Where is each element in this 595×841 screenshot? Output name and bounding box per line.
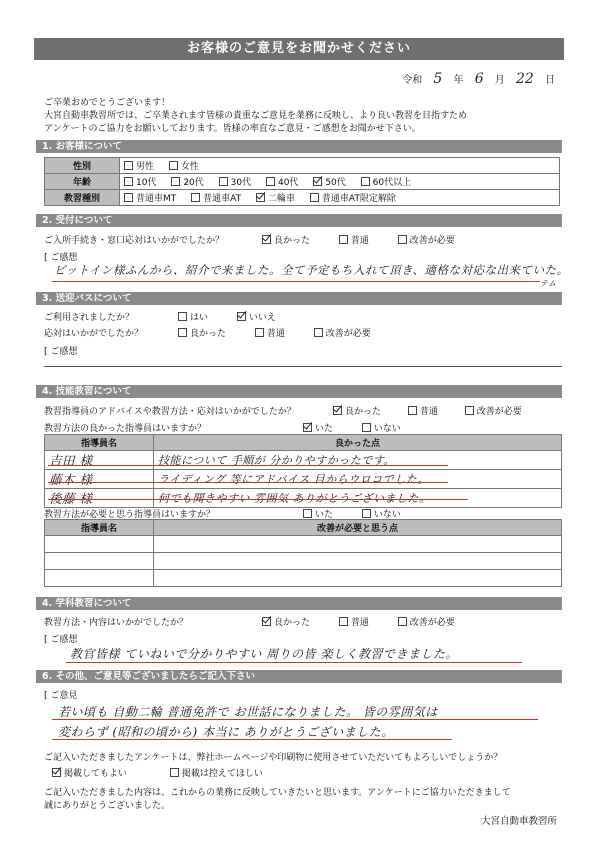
- checkbox[interactable]: [266, 177, 275, 186]
- option-allow[interactable]: 掲載してもよい: [52, 766, 127, 779]
- option-normal[interactable]: 普通: [408, 404, 438, 417]
- option-mt[interactable]: 普通車MT: [124, 191, 176, 204]
- option-50s[interactable]: 50代: [313, 175, 345, 188]
- section-heading-other: 6. その他、ご意見等ございましたらご記入下さい: [36, 670, 562, 683]
- underline-red: [52, 281, 540, 282]
- company-name: 大宮自動車教習所: [480, 816, 557, 827]
- option-no[interactable]: いない: [362, 507, 401, 520]
- instructor-name[interactable]: 吉田 様: [45, 451, 154, 470]
- col-header-name: 指導員名: [45, 520, 154, 536]
- intro-line: 大宮自動車教習所では、ご卒業されます皆様の貴重なご意見を業務に反映し、より良い教習を目指すため: [44, 111, 468, 121]
- option-good[interactable]: 良かった: [333, 404, 381, 417]
- option-normal[interactable]: 普通: [339, 233, 369, 246]
- empty-cell[interactable]: [154, 536, 562, 553]
- section-heading-reception: 2. 受付について: [36, 214, 562, 227]
- date-year[interactable]: 5: [433, 71, 443, 87]
- skills-q1-options: [333, 404, 534, 417]
- row-label-gender: 性別: [45, 158, 120, 174]
- bus-q2-options: [178, 326, 383, 339]
- option-10s[interactable]: 10代: [124, 175, 156, 188]
- checkbox-checked[interactable]: [333, 406, 342, 415]
- checkbox[interactable]: [465, 406, 474, 415]
- option-20s[interactable]: 20代: [171, 175, 203, 188]
- instructor-point[interactable]: ライディング 等にアドバイス 目からウロコでした。: [154, 470, 562, 489]
- reception-comment[interactable]: ピットイン様ふんから、紹介で来ました。全て予定もち入れて頂き、適格な対応な出来ていた。: [54, 263, 569, 277]
- option-male[interactable]: 男性: [124, 159, 154, 172]
- option-improve[interactable]: 改善が必要: [398, 233, 455, 246]
- intro-text: [44, 97, 564, 136]
- option-no[interactable]: いない: [362, 421, 401, 434]
- underline-red: [66, 662, 522, 663]
- checkbox[interactable]: [303, 509, 312, 518]
- consent-options: [52, 766, 275, 779]
- lectures-options: [262, 615, 467, 628]
- underline-red: [48, 499, 468, 500]
- checkbox[interactable]: [362, 509, 371, 518]
- instructor-name[interactable]: 後藤 様: [45, 489, 154, 508]
- checkbox[interactable]: [398, 617, 407, 626]
- table-row: [45, 451, 562, 470]
- instructor-point[interactable]: 何でも聞きやすい 雰囲気 ありがとうございました。: [154, 489, 562, 508]
- date-day-label: 日: [545, 75, 555, 86]
- table-row: [45, 158, 560, 174]
- bus-q1-options: [178, 310, 288, 323]
- date-month-label: 月: [494, 75, 505, 86]
- option-female[interactable]: 女性: [169, 159, 199, 172]
- row-label-age: 年齢: [45, 174, 120, 190]
- table-row: [45, 489, 562, 508]
- closing-text: [44, 787, 511, 813]
- option-at-release[interactable]: 普通車AT限定解除: [310, 191, 396, 204]
- section-heading-skills: 4. 技能教習について: [36, 385, 562, 398]
- underline-red: [52, 719, 538, 720]
- checkbox-checked[interactable]: [256, 193, 265, 202]
- checkbox-checked[interactable]: [303, 423, 312, 432]
- section-heading-customer: 1. お客様について: [36, 140, 562, 153]
- date-month[interactable]: 6: [474, 71, 484, 87]
- empty-cell[interactable]: [45, 553, 154, 570]
- table-row: [45, 190, 560, 206]
- skills-q3: 教習方法が必要と思う指導員はいますか？: [44, 510, 216, 520]
- option-normal[interactable]: 普通: [255, 326, 285, 339]
- table-row: [45, 570, 562, 587]
- checkbox[interactable]: [124, 177, 133, 186]
- lectures-comment[interactable]: 教官皆様 ていねいで分かりやすい 周りの皆 楽しく教習できました。: [70, 647, 458, 661]
- instructor-point[interactable]: 技能について 手順が 分かりやすかったです。: [154, 451, 562, 470]
- section-heading-bus: 3. 送迎バスについて: [36, 292, 562, 305]
- option-30s[interactable]: 30代: [219, 175, 251, 188]
- closing-line: 誠にありがとうございました。: [44, 801, 171, 811]
- improve-instructors-table: [44, 519, 562, 587]
- checkbox[interactable]: [362, 423, 371, 432]
- checkbox[interactable]: [255, 328, 264, 337]
- intro-line: ご卒業おめでとうございます！: [44, 98, 171, 108]
- option-no[interactable]: いいえ: [237, 310, 276, 323]
- underline-red: [52, 739, 452, 740]
- closing-line: ご記入いただきました内容は、これからの業務に反映していきたいと思います。アンケートにご協力いただきまして: [44, 788, 511, 798]
- date-line: [402, 71, 555, 87]
- table-row: [45, 470, 562, 489]
- option-decline[interactable]: 掲載は控えてほしい: [170, 766, 263, 779]
- checkbox-checked[interactable]: [52, 768, 61, 777]
- option-40s[interactable]: 40代: [266, 175, 298, 188]
- course-options: [120, 190, 560, 206]
- col-header-name: 指導員名: [45, 435, 154, 451]
- lectures-question: 教習方法・内容はいかがでしたか？: [44, 618, 189, 628]
- reception-comment-label: [ ご感想: [44, 253, 78, 263]
- table-header-row: [45, 435, 562, 451]
- skills-q1: 教習指導員のアドバイスや教習方法・応対はいかがでしたか？: [44, 407, 296, 417]
- checkbox-checked[interactable]: [237, 312, 246, 321]
- date-day[interactable]: 22: [515, 71, 534, 87]
- empty-cell[interactable]: [154, 553, 562, 570]
- checkbox[interactable]: [339, 235, 348, 244]
- table-row: [45, 174, 560, 190]
- checkbox[interactable]: [178, 328, 187, 337]
- option-improve[interactable]: 改善が必要: [314, 326, 371, 339]
- option-normal[interactable]: 普通: [339, 615, 369, 628]
- intro-line: アンケートのご協力をお願いしております。皆様の率直なご意見・ご感想をお聞かせ下さい。: [44, 124, 421, 134]
- checkbox[interactable]: [191, 193, 200, 202]
- comment-line: [44, 366, 562, 367]
- option-good[interactable]: 良かった: [262, 615, 310, 628]
- reception-comment-tail: テム: [540, 279, 557, 288]
- underline-red: [48, 482, 448, 483]
- checkbox[interactable]: [339, 617, 348, 626]
- other-comment-line[interactable]: 変わらず (昭和の頃から) 本当に ありがとうございました。: [58, 725, 394, 739]
- table-row: [45, 553, 562, 570]
- checkbox[interactable]: [361, 177, 370, 186]
- checkbox[interactable]: [171, 177, 180, 186]
- col-header-point: 良かった点: [154, 435, 562, 451]
- option-good[interactable]: 良かった: [262, 233, 310, 246]
- skills-q2: 教習方法の良かった指導員はいますか？: [44, 424, 207, 434]
- skills-q2-options: [303, 421, 413, 434]
- checkbox[interactable]: [219, 177, 228, 186]
- age-options: [120, 174, 560, 190]
- checkbox[interactable]: [169, 161, 178, 170]
- empty-cell[interactable]: [45, 536, 154, 553]
- underline-red: [48, 465, 448, 466]
- checkbox[interactable]: [178, 312, 187, 321]
- option-improve[interactable]: 改善が必要: [465, 404, 522, 417]
- consent-question: ご記入いただきましたアンケートは、弊社ホームページや印刷物に使用させていただいてもよろしいでしょうか？: [44, 753, 503, 763]
- date-year-label: 年: [453, 75, 464, 86]
- table-row: [45, 536, 562, 553]
- reception-question: ご入所手続き・窓口応対はいかがでしたか？: [44, 236, 225, 246]
- option-good[interactable]: 良かった: [178, 326, 226, 339]
- empty-cell[interactable]: [154, 570, 562, 587]
- checkbox-checked[interactable]: [262, 617, 271, 626]
- gender-options: [120, 158, 560, 174]
- row-label-course: 教習種別: [45, 190, 120, 206]
- section-heading-lectures: 4. 学科教習について: [36, 597, 562, 610]
- checkbox[interactable]: [124, 193, 133, 202]
- bus-q1: ご利用されましたか？: [44, 313, 135, 323]
- checkbox-checked[interactable]: [313, 177, 322, 186]
- bus-q2: 応対はいかがでしたか？: [44, 329, 144, 339]
- bus-comment-label: [ ご感想: [44, 347, 78, 357]
- option-yes[interactable]: いた: [303, 507, 333, 520]
- option-at[interactable]: 普通車AT: [191, 191, 241, 204]
- col-header-point: 改善が必要と思う点: [154, 520, 562, 536]
- empty-cell[interactable]: [45, 570, 154, 587]
- option-yes[interactable]: いた: [303, 421, 333, 434]
- checkbox[interactable]: [408, 406, 417, 415]
- option-60s-plus[interactable]: 60代以上: [361, 175, 411, 188]
- checkbox[interactable]: [314, 328, 323, 337]
- option-improve[interactable]: 改善が必要: [398, 615, 455, 628]
- table-header-row: [45, 520, 562, 536]
- checkbox[interactable]: [310, 193, 319, 202]
- reception-options: [262, 233, 467, 246]
- option-motorcycle[interactable]: 二輪車: [256, 191, 295, 204]
- other-comment-line[interactable]: 若い頃も 自動二輪 普通免許で お世話になりました。 皆の雰囲気は: [58, 705, 438, 719]
- instructor-name[interactable]: 藤木 様: [45, 470, 154, 489]
- checkbox-checked[interactable]: [262, 235, 271, 244]
- form-title: お客様のご意見をお聞かせください: [34, 38, 564, 60]
- checkbox[interactable]: [124, 161, 133, 170]
- checkbox[interactable]: [398, 235, 407, 244]
- lectures-comment-label: [ ご感想: [44, 635, 78, 645]
- date-era: 令和: [402, 75, 423, 86]
- customer-table: [44, 157, 560, 206]
- checkbox[interactable]: [170, 768, 179, 777]
- option-yes[interactable]: はい: [178, 310, 208, 323]
- other-comment-label: [ ご意見: [44, 691, 78, 701]
- good-instructors-table: [44, 434, 562, 508]
